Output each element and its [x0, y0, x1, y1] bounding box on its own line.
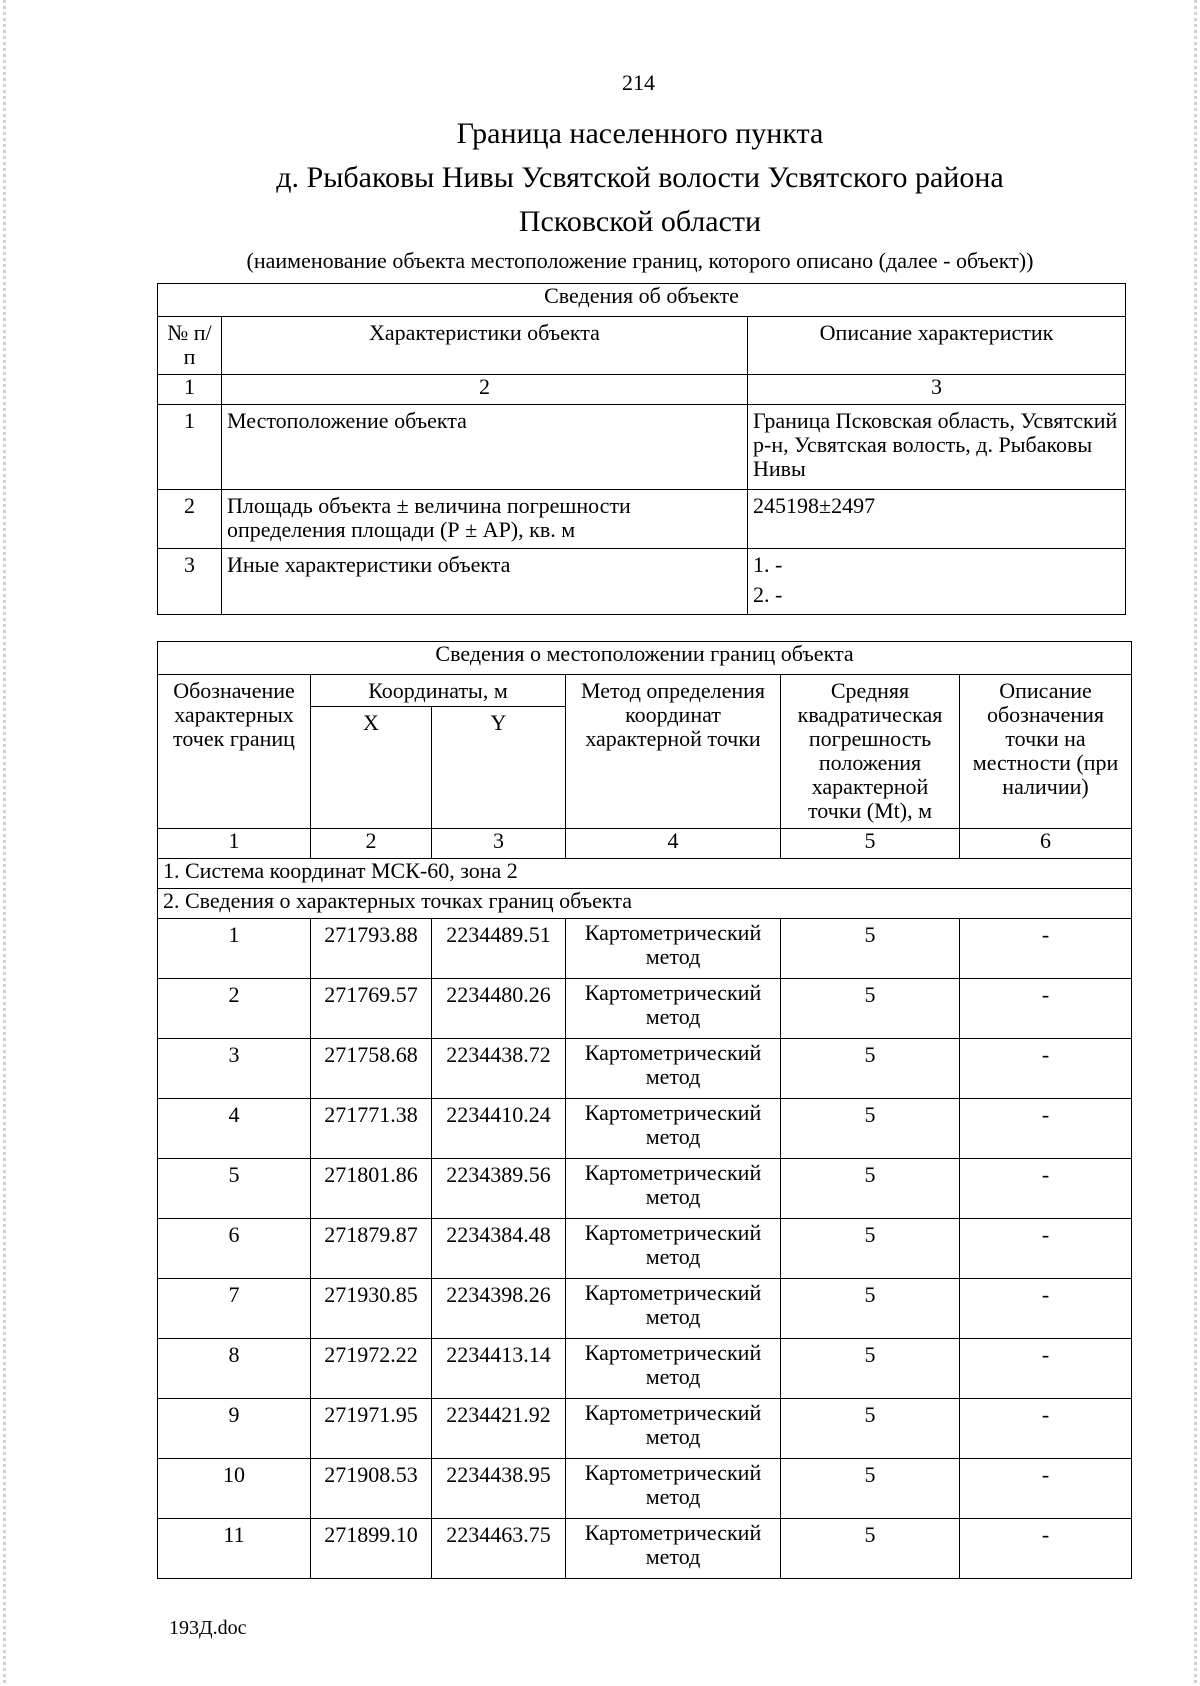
point-method-line-2: метод	[645, 1304, 701, 1329]
header-x: X	[311, 707, 432, 829]
point-y: 2234413.14	[432, 1339, 566, 1399]
point-id: 5	[158, 1159, 311, 1219]
point-method-line-2: метод	[645, 1364, 701, 1389]
point-method-line-2: метод	[645, 1124, 701, 1149]
point-y: 2234398.26	[432, 1279, 566, 1339]
header-y: Y	[432, 707, 566, 829]
table-row	[158, 1459, 1132, 1519]
header-designation: Обозначение характерных точек границ	[158, 675, 311, 829]
point-description: -	[960, 979, 1132, 1039]
object-info-table	[157, 283, 1126, 615]
table-row	[158, 1399, 1132, 1459]
point-id: 1	[158, 919, 311, 979]
table-row	[158, 1339, 1132, 1399]
point-y: 2234389.56	[432, 1159, 566, 1219]
header-error: Средняя квадратическая погрешность положения характерной точки (Mt), м	[781, 675, 960, 829]
point-x: 271972.22	[311, 1339, 432, 1399]
title-line-1: Граница населенного пункта	[456, 117, 824, 150]
table-row	[158, 490, 1126, 549]
header-description: Описание характеристик	[748, 317, 1126, 375]
point-method	[566, 919, 781, 979]
point-method-line-1: Картометрический	[584, 1400, 762, 1425]
table-row	[158, 1279, 1132, 1339]
table-row	[158, 919, 1132, 979]
point-description: -	[960, 1099, 1132, 1159]
row-name: Площадь объекта ± величина погрешности определения площади (Р ± ΑΡ), кв. м	[222, 490, 748, 549]
point-method-line-1: Картометрический	[584, 1160, 762, 1185]
point-mt: 5	[781, 1039, 960, 1099]
point-method	[566, 1519, 781, 1579]
table-row	[158, 1159, 1132, 1219]
point-description: -	[960, 1039, 1132, 1099]
point-method	[566, 1399, 781, 1459]
col-number-2: 2	[311, 829, 432, 859]
table-row	[158, 549, 1126, 615]
point-method-line-1: Картометрический	[584, 1460, 762, 1485]
row-desc-line-1: 1. -	[753, 552, 783, 577]
point-method-line-1: Картометрический	[584, 1040, 762, 1065]
point-method-line-1: Картометрический	[584, 1280, 762, 1305]
scan-edge-right	[1194, 0, 1197, 1686]
point-x: 271758.68	[311, 1039, 432, 1099]
col-number-5: 5	[781, 829, 960, 859]
point-y: 2234410.24	[432, 1099, 566, 1159]
point-method	[566, 1099, 781, 1159]
point-description: -	[960, 1279, 1132, 1339]
point-x: 271899.10	[311, 1519, 432, 1579]
row-num: 3	[158, 549, 222, 615]
point-description: -	[960, 919, 1132, 979]
point-method	[566, 1039, 781, 1099]
point-method	[566, 1279, 781, 1339]
col-number-3: 3	[432, 829, 566, 859]
point-method-line-2: метод	[645, 1484, 701, 1509]
point-y: 2234384.48	[432, 1219, 566, 1279]
row-desc	[748, 549, 1126, 615]
point-id: 6	[158, 1219, 311, 1279]
row-desc-line-2: 2. -	[753, 582, 783, 607]
table-row	[158, 1099, 1132, 1159]
point-method-line-2: метод	[645, 1544, 701, 1569]
point-mt: 5	[781, 1099, 960, 1159]
point-id: 9	[158, 1399, 311, 1459]
table-row	[158, 979, 1132, 1039]
point-description: -	[960, 1459, 1132, 1519]
point-x: 271769.57	[311, 979, 432, 1039]
point-mt: 5	[781, 919, 960, 979]
point-x: 271793.88	[311, 919, 432, 979]
point-method-line-1: Картометрический	[584, 1520, 762, 1545]
point-id: 7	[158, 1279, 311, 1339]
point-description: -	[960, 1399, 1132, 1459]
point-mt: 5	[781, 1519, 960, 1579]
section-boundary-points: 2. Сведения о характерных точках границ объекта	[158, 889, 1132, 919]
point-method	[566, 1219, 781, 1279]
row-desc: Граница Псковская область, Усвятский р-н, Усвятская волость, д. Рыбаковы Нивы	[748, 405, 1126, 490]
point-x: 271879.87	[311, 1219, 432, 1279]
header-characteristics: Характеристики объекта	[222, 317, 748, 375]
col-number-1: 1	[158, 829, 311, 859]
point-y: 2234438.72	[432, 1039, 566, 1099]
point-mt: 5	[781, 979, 960, 1039]
object-table-caption: Сведения об объекте	[158, 284, 1126, 317]
point-y: 2234463.75	[432, 1519, 566, 1579]
point-mt: 5	[781, 1399, 960, 1459]
header-method: Метод определения координат характерной точки	[566, 675, 781, 829]
point-method-line-2: метод	[645, 1184, 701, 1209]
row-desc: 245198±2497	[748, 490, 1126, 549]
table-row	[158, 405, 1126, 490]
point-method	[566, 1159, 781, 1219]
col-number-6: 6	[960, 829, 1132, 859]
point-id: 10	[158, 1459, 311, 1519]
table-row	[158, 1519, 1132, 1579]
point-description: -	[960, 1219, 1132, 1279]
point-description: -	[960, 1339, 1132, 1399]
title-block	[200, 112, 1080, 276]
title-line-3: Псковской области	[518, 205, 762, 238]
point-method-line-1: Картометрический	[584, 980, 762, 1005]
row-num: 2	[158, 490, 222, 549]
point-method-line-1: Картометрический	[584, 1340, 762, 1365]
point-method-line-1: Картометрический	[584, 1100, 762, 1125]
point-id: 4	[158, 1099, 311, 1159]
point-method-line-2: метод	[645, 1424, 701, 1449]
point-mt: 5	[781, 1459, 960, 1519]
col-number-3: 3	[748, 375, 1126, 405]
point-method-line-2: метод	[645, 1064, 701, 1089]
title-line-2: д. Рыбаковы Нивы Усвятской волости Усвятского района	[276, 161, 1004, 194]
point-method-line-1: Картометрический	[584, 920, 762, 945]
point-method	[566, 1459, 781, 1519]
page-number: 214	[622, 70, 655, 95]
point-id: 3	[158, 1039, 311, 1099]
point-description: -	[960, 1159, 1132, 1219]
point-y: 2234421.92	[432, 1399, 566, 1459]
header-num: № п/п	[158, 317, 222, 375]
point-method-line-2: метод	[645, 944, 701, 969]
header-coordinates: Координаты, м	[311, 675, 566, 707]
title-subtitle: (наименование объекта местоположение границ, которого описано (далее - объект))	[246, 248, 1034, 273]
point-mt: 5	[781, 1279, 960, 1339]
table-row	[158, 1219, 1132, 1279]
scan-edge-left	[3, 0, 6, 1686]
point-id: 8	[158, 1339, 311, 1399]
footer-filename: 193Д.doc	[169, 1617, 247, 1639]
point-x: 271801.86	[311, 1159, 432, 1219]
header-point-description: Описание обозначения точки на местности (при наличии)	[960, 675, 1132, 829]
point-method-line-2: метод	[645, 1004, 701, 1029]
point-method-line-1: Картометрический	[584, 1220, 762, 1245]
point-mt: 5	[781, 1339, 960, 1399]
bounds-table-caption: Сведения о местоположении границ объекта	[158, 642, 1132, 675]
point-x: 271971.95	[311, 1399, 432, 1459]
point-x: 271908.53	[311, 1459, 432, 1519]
point-description: -	[960, 1519, 1132, 1579]
point-id: 2	[158, 979, 311, 1039]
point-y: 2234489.51	[432, 919, 566, 979]
section-coordinate-system: 1. Система координат МСК-60, зона 2	[158, 859, 1132, 889]
col-number-1: 1	[158, 375, 222, 405]
point-x: 271930.85	[311, 1279, 432, 1339]
col-number-2: 2	[222, 375, 748, 405]
col-number-4: 4	[566, 829, 781, 859]
point-y: 2234480.26	[432, 979, 566, 1039]
row-name: Местоположение объекта	[222, 405, 748, 490]
point-method-line-2: метод	[645, 1244, 701, 1269]
point-mt: 5	[781, 1219, 960, 1279]
row-num: 1	[158, 405, 222, 490]
boundary-points-table	[157, 641, 1132, 1579]
point-id: 11	[158, 1519, 311, 1579]
point-method	[566, 1339, 781, 1399]
point-x: 271771.38	[311, 1099, 432, 1159]
point-mt: 5	[781, 1159, 960, 1219]
row-name: Иные характеристики объекта	[222, 549, 748, 615]
point-y: 2234438.95	[432, 1459, 566, 1519]
point-method	[566, 979, 781, 1039]
table-row	[158, 1039, 1132, 1099]
